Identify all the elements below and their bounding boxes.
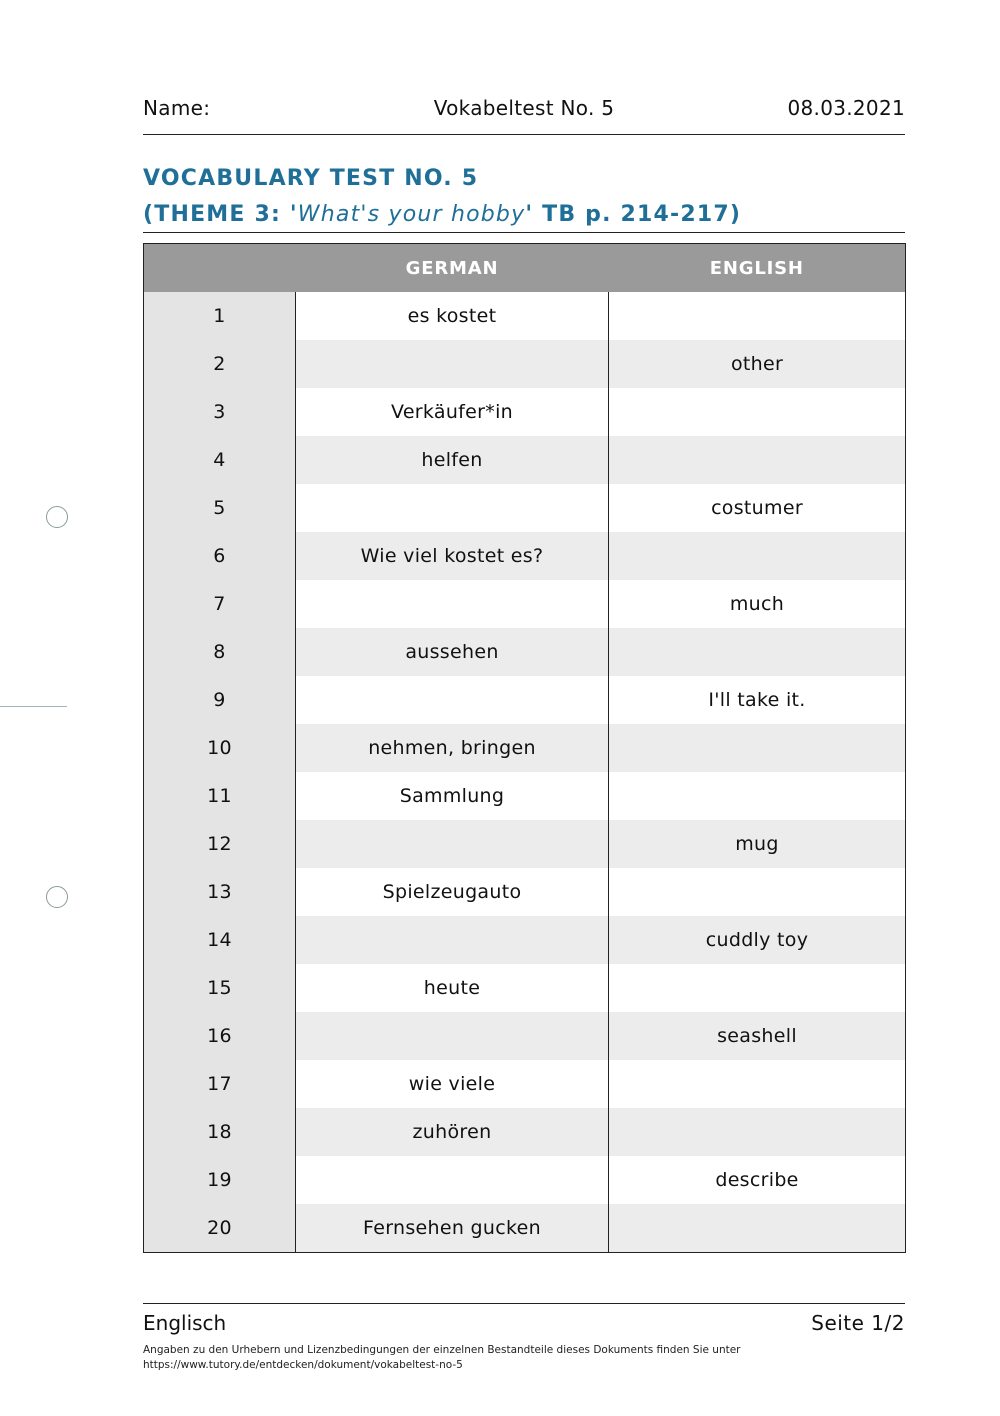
- german-cell: helfen: [296, 436, 609, 484]
- german-cell: [296, 580, 609, 628]
- english-cell: [609, 532, 906, 580]
- doc-title: Vokabeltest No. 5: [433, 96, 615, 120]
- english-cell: much: [609, 580, 906, 628]
- table-row: [144, 1060, 906, 1108]
- vocabulary-table: [143, 243, 906, 1253]
- german-cell: [296, 484, 609, 532]
- table-row: [144, 820, 906, 868]
- table-row: [144, 340, 906, 388]
- german-cell: nehmen, bringen: [296, 724, 609, 772]
- english-cell: seashell: [609, 1012, 906, 1060]
- german-cell: wie viele: [296, 1060, 609, 1108]
- row-number: 3: [144, 388, 296, 436]
- table-row: [144, 580, 906, 628]
- heading-divider: [143, 232, 905, 233]
- table-row: [144, 676, 906, 724]
- english-cell: cuddly toy: [609, 916, 906, 964]
- row-number: 2: [144, 340, 296, 388]
- english-cell: I'll take it.: [609, 676, 906, 724]
- row-number: 13: [144, 868, 296, 916]
- row-number: 17: [144, 1060, 296, 1108]
- row-number: 18: [144, 1108, 296, 1156]
- english-cell: [609, 292, 906, 340]
- punch-hole-bottom: [46, 886, 68, 908]
- license-text: Angaben zu den Urhebern und Lizenzbedingungen der einzelnen Bestandteile dieses Dokuments finden Sie unter: [143, 1344, 741, 1356]
- page-header: [143, 96, 905, 135]
- table-row: [144, 532, 906, 580]
- subheading-theme: What's your hobby: [297, 202, 526, 227]
- row-number: 4: [144, 436, 296, 484]
- english-cell: [609, 388, 906, 436]
- german-cell: [296, 916, 609, 964]
- german-cell: [296, 820, 609, 868]
- table-row: [144, 1204, 906, 1253]
- row-number: 20: [144, 1204, 296, 1253]
- german-cell: Spielzeugauto: [296, 868, 609, 916]
- english-cell: mug: [609, 820, 906, 868]
- header-german: GERMAN: [296, 244, 609, 293]
- row-number: 12: [144, 820, 296, 868]
- row-number: 16: [144, 1012, 296, 1060]
- table-row: [144, 916, 906, 964]
- english-cell: [609, 964, 906, 1012]
- english-cell: [609, 1204, 906, 1253]
- german-cell: zuhören: [296, 1108, 609, 1156]
- english-cell: describe: [609, 1156, 906, 1204]
- footer-subject: Englisch: [143, 1311, 227, 1335]
- page-number: Seite 1/2: [811, 1311, 905, 1335]
- fold-mark: [0, 706, 67, 707]
- row-number: 9: [144, 676, 296, 724]
- license-note: [143, 1343, 741, 1373]
- table-row: [144, 436, 906, 484]
- german-cell: aussehen: [296, 628, 609, 676]
- table-header-row: [144, 244, 906, 293]
- row-number: 8: [144, 628, 296, 676]
- german-cell: [296, 340, 609, 388]
- english-cell: [609, 772, 906, 820]
- punch-hole-top: [46, 506, 68, 528]
- license-url: https://www.tutory.de/entdecken/dokument/vokabeltest-no-5: [143, 1359, 463, 1371]
- row-number: 6: [144, 532, 296, 580]
- table-row: [144, 1108, 906, 1156]
- german-cell: [296, 1156, 609, 1204]
- english-cell: [609, 1060, 906, 1108]
- test-subheading: [143, 202, 741, 227]
- table-row: [144, 964, 906, 1012]
- table-row: [144, 868, 906, 916]
- english-cell: [609, 436, 906, 484]
- table-row: [144, 628, 906, 676]
- row-number: 15: [144, 964, 296, 1012]
- german-cell: [296, 1012, 609, 1060]
- english-cell: [609, 724, 906, 772]
- english-cell: costumer: [609, 484, 906, 532]
- table-row: [144, 388, 906, 436]
- table-row: [144, 484, 906, 532]
- table-body: [144, 292, 906, 1253]
- german-cell: Wie viel kostet es?: [296, 532, 609, 580]
- header-english: ENGLISH: [609, 244, 906, 293]
- row-number: 14: [144, 916, 296, 964]
- english-cell: [609, 628, 906, 676]
- row-number: 11: [144, 772, 296, 820]
- subheading-prefix: (THEME 3: ': [143, 202, 298, 227]
- german-cell: [296, 676, 609, 724]
- german-cell: Verkäufer*in: [296, 388, 609, 436]
- header-number: [144, 244, 296, 293]
- row-number: 19: [144, 1156, 296, 1204]
- name-label: Name:: [143, 96, 211, 120]
- english-cell: [609, 868, 906, 916]
- subheading-suffix: ' TB p. 214-217): [525, 202, 742, 227]
- table-row: [144, 1156, 906, 1204]
- table-row: [144, 724, 906, 772]
- table-row: [144, 1012, 906, 1060]
- footer-divider: [143, 1303, 905, 1304]
- test-date: 08.03.2021: [787, 96, 905, 120]
- table-row: [144, 292, 906, 340]
- table-row: [144, 772, 906, 820]
- row-number: 10: [144, 724, 296, 772]
- row-number: 5: [144, 484, 296, 532]
- german-cell: Fernsehen gucken: [296, 1204, 609, 1253]
- german-cell: Sammlung: [296, 772, 609, 820]
- german-cell: heute: [296, 964, 609, 1012]
- row-number: 7: [144, 580, 296, 628]
- german-cell: es kostet: [296, 292, 609, 340]
- english-cell: other: [609, 340, 906, 388]
- english-cell: [609, 1108, 906, 1156]
- test-heading: VOCABULARY TEST NO. 5: [143, 166, 479, 191]
- row-number: 1: [144, 292, 296, 340]
